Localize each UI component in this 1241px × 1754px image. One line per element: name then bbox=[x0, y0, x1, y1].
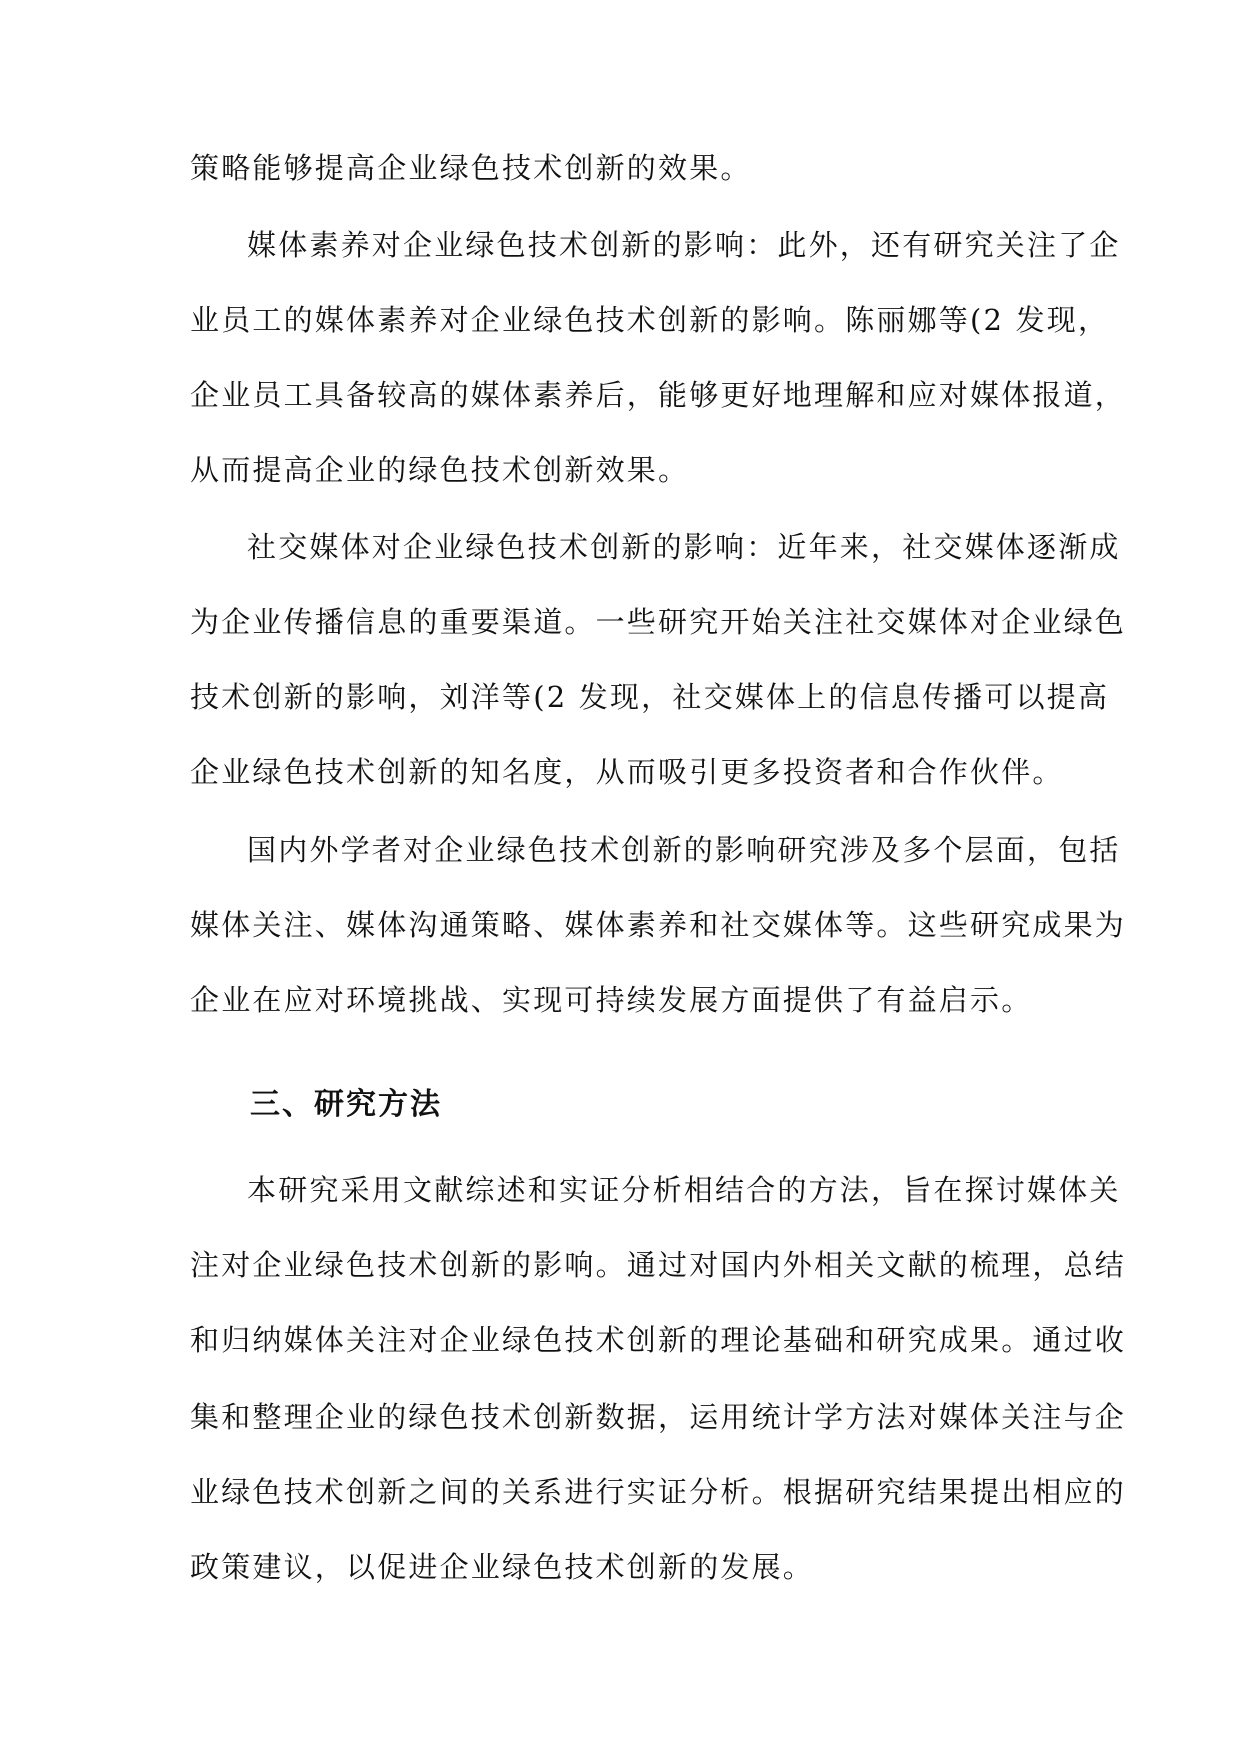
paragraph-line: 为企业传播信息的重要渠道。一些研究开始关注社交媒体对企业绿色 bbox=[190, 605, 1127, 639]
paragraph-line: 本研究采用文献综述和实证分析相结合的方法，旨在探讨媒体关 bbox=[247, 1173, 1121, 1207]
paragraph-line: 媒体素养对企业绿色技术创新的影响：此外，还有研究关注了企 bbox=[247, 228, 1121, 262]
paragraph-line: 策略能够提高企业绿色技术创新的效果。 bbox=[190, 151, 752, 185]
paragraph-line: 企业在应对环境挑战、实现可持续发展方面提供了有益启示。 bbox=[190, 983, 1033, 1017]
section-heading: 三、研究方法 bbox=[250, 1087, 442, 1122]
paragraph-line: 和归纳媒体关注对企业绿色技术创新的理论基础和研究成果。通过收 bbox=[190, 1323, 1127, 1357]
paragraph-line: 集和整理企业的绿色技术创新数据，运用统计学方法对媒体关注与企 bbox=[190, 1400, 1127, 1434]
paragraph-line: 国内外学者对企业绿色技术创新的影响研究涉及多个层面，包括 bbox=[247, 833, 1121, 867]
paragraph-line: 业绿色技术创新之间的关系进行实证分析。根据研究结果提出相应的 bbox=[190, 1475, 1127, 1509]
paragraph-line: 从而提高企业的绿色技术创新效果。 bbox=[190, 453, 690, 487]
paragraph-line: 媒体关注、媒体沟通策略、媒体素养和社交媒体等。这些研究成果为 bbox=[190, 908, 1127, 942]
paragraph-line: 注对企业绿色技术创新的影响。通过对国内外相关文献的梳理，总结 bbox=[190, 1248, 1127, 1282]
paragraph-line: 社交媒体对企业绿色技术创新的影响：近年来，社交媒体逐渐成 bbox=[247, 530, 1121, 564]
paragraph-line: 企业绿色技术创新的知名度，从而吸引更多投资者和合作伙伴。 bbox=[190, 755, 1064, 789]
paragraph-line: 政策建议，以促进企业绿色技术创新的发展。 bbox=[190, 1550, 815, 1584]
paragraph-line: 技术创新的影响，刘洋等(2 发现，社交媒体上的信息传播可以提高 bbox=[190, 680, 1110, 714]
paragraph-line: 企业员工具备较高的媒体素养后，能够更好地理解和应对媒体报道， bbox=[190, 378, 1127, 412]
paragraph-line: 业员工的媒体素养对企业绿色技术创新的影响。陈丽娜等(2 发现， bbox=[190, 303, 1110, 337]
